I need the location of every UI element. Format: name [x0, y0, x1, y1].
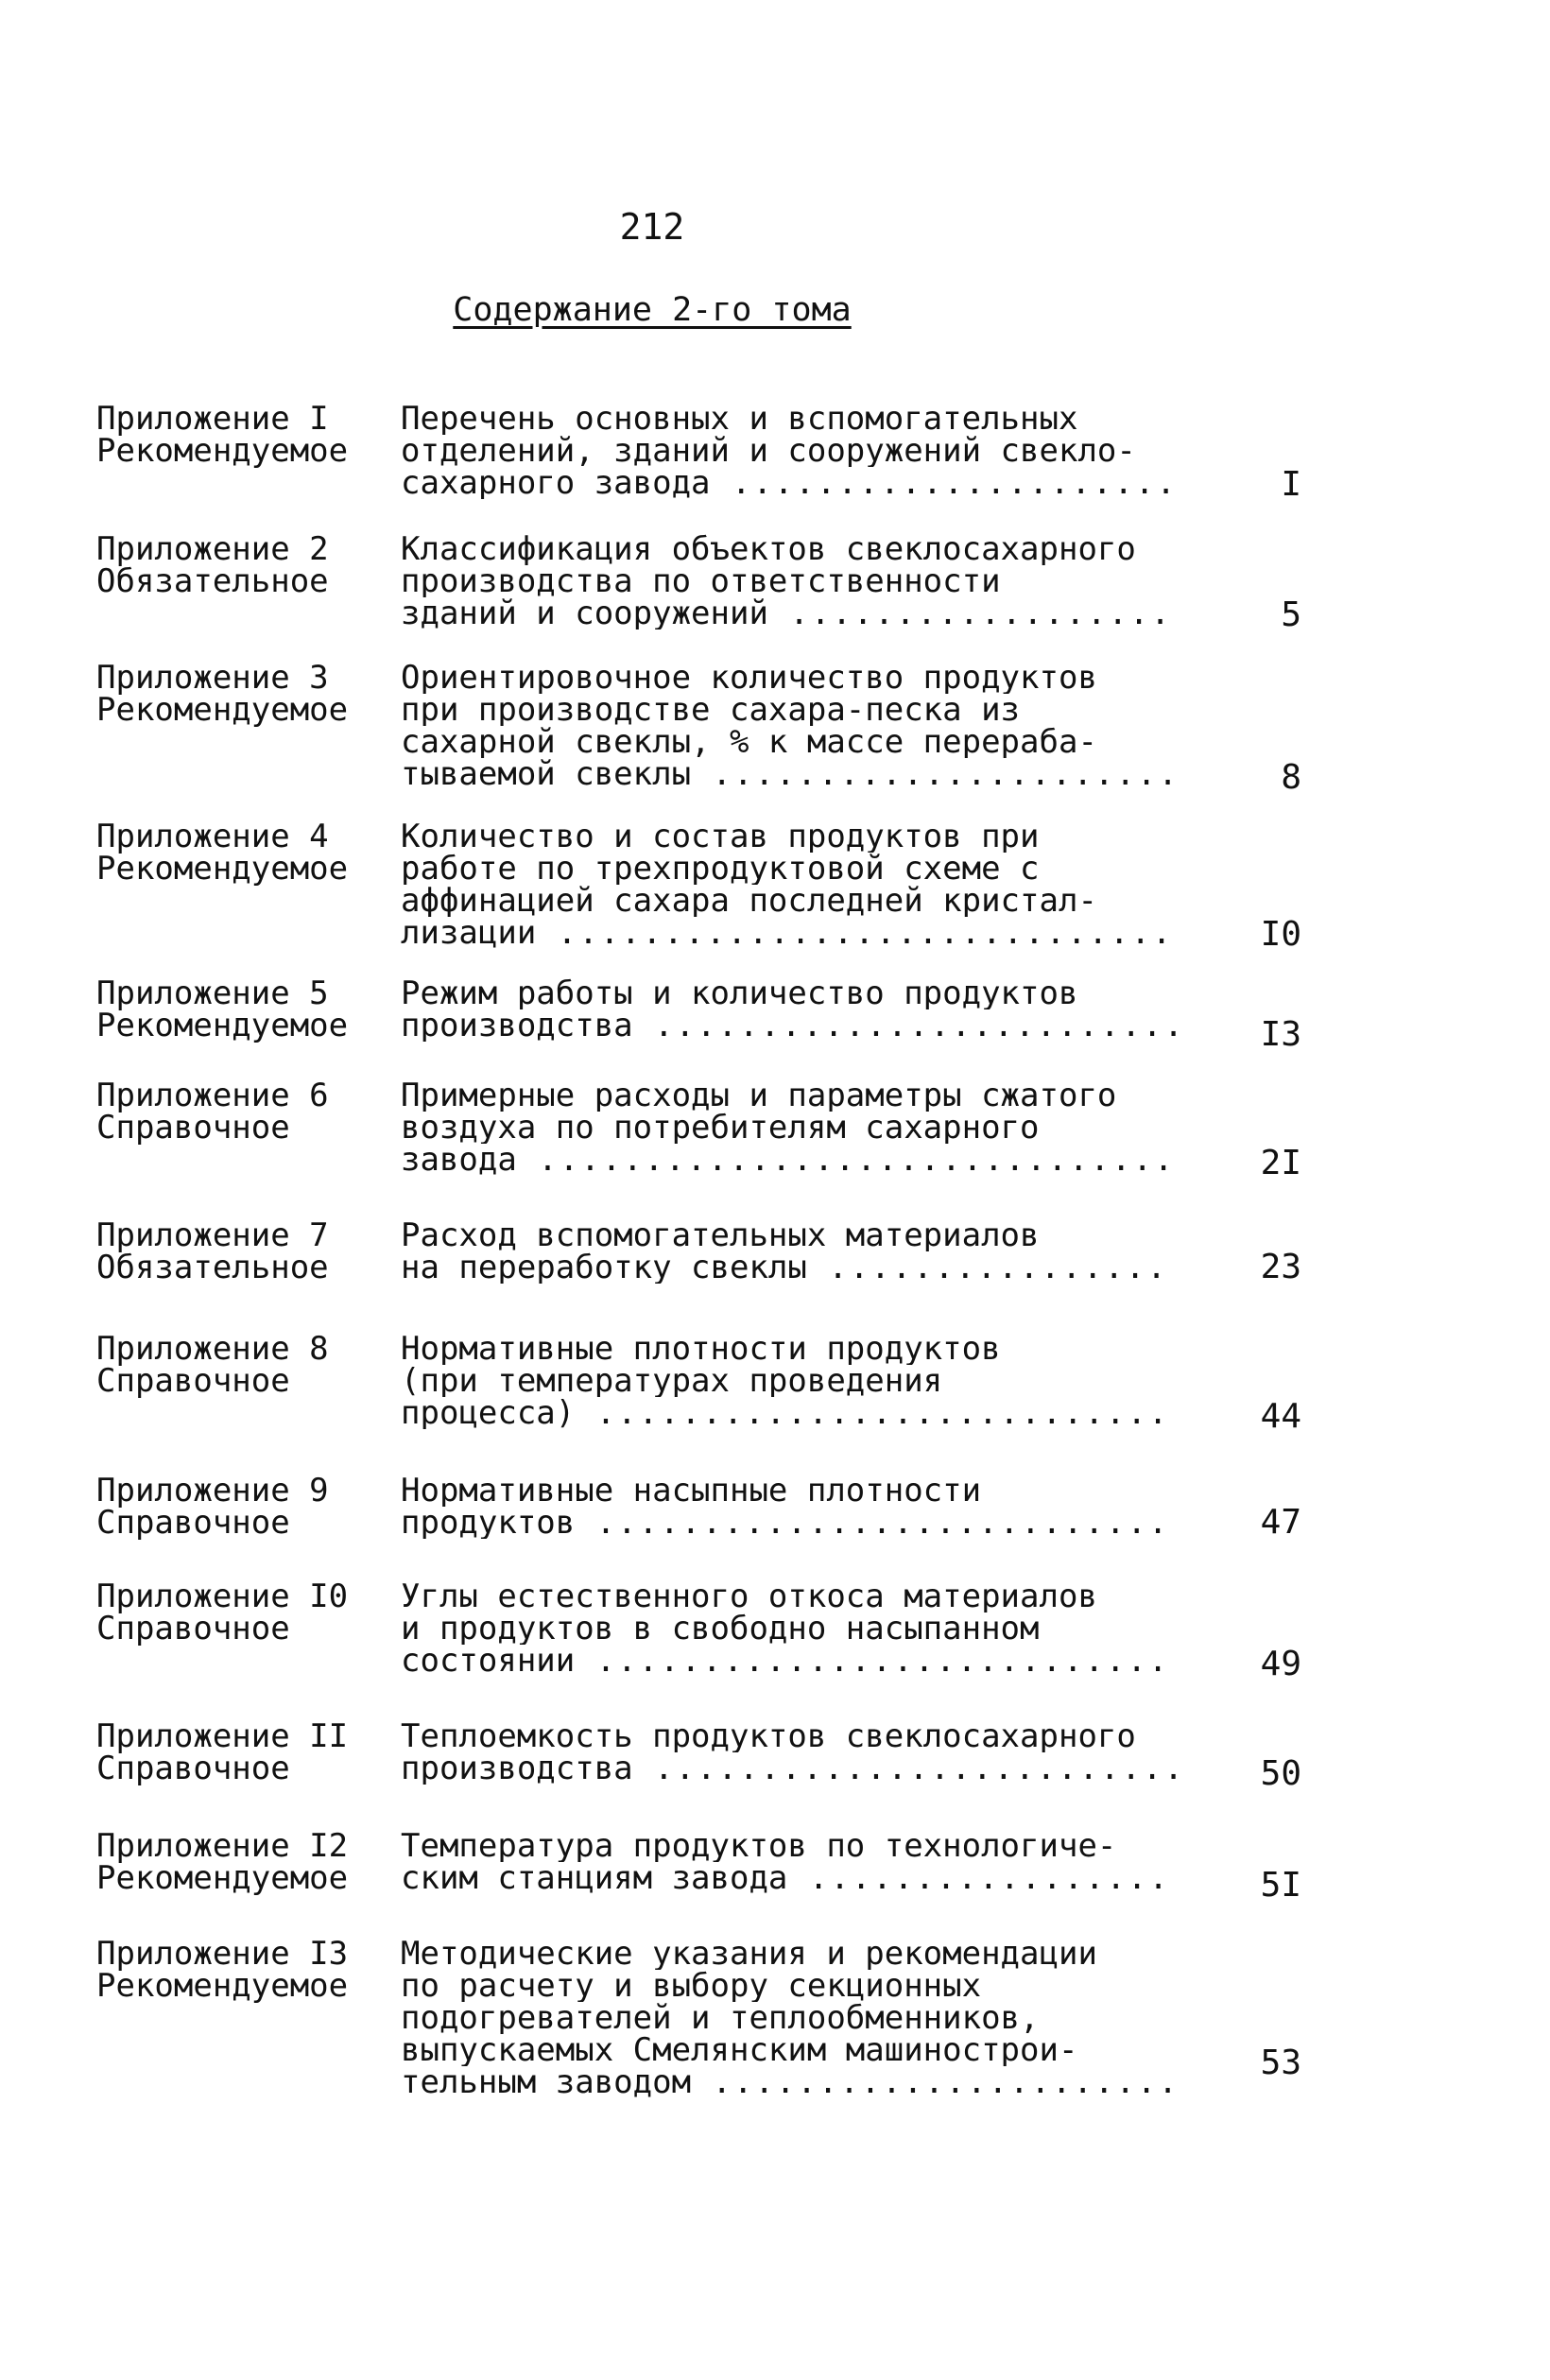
entry-page-number: I3: [1260, 1015, 1301, 1054]
appendix-number: Приложение I2: [96, 1827, 349, 1865]
toc-entry: [96, 1330, 1325, 1446]
entry-title-line: ским станциям завода .....: [401, 1862, 1176, 1894]
entry-title-line: лизации .....: [401, 917, 1176, 949]
appendix-status: Справочное: [96, 1109, 290, 1147]
entry-page-number: I0: [1260, 915, 1301, 954]
entry-title-line: Теплоемкость продуктов свеклосахарного: [401, 1720, 1136, 1752]
appendix-status: Справочное: [96, 1610, 290, 1647]
appendix-status: Обязательное: [96, 1249, 329, 1286]
entry-title-line: Классификация объектов свеклосахарного: [401, 533, 1136, 565]
appendix-status: Рекомендуемое: [96, 432, 349, 470]
entry-title-line: тываемой свеклы .....: [401, 758, 1176, 790]
appendix-number: Приложение I: [96, 400, 329, 438]
entry-title-line: зданий и сооружений .....: [401, 597, 1176, 629]
entry-page-number: 47: [1260, 1503, 1301, 1542]
entry-title-line: Нормативные плотности продуктов: [401, 1333, 1001, 1365]
toc-entry: [96, 1717, 1325, 1796]
toc-entry: [96, 1827, 1325, 1906]
appendix-number: Приложение 8: [96, 1330, 329, 1368]
entry-title-line: Расход вспомогательных материалов: [401, 1219, 1040, 1251]
appendix-status: Рекомендуемое: [96, 1859, 349, 1897]
entry-title-line: сахарной свеклы, % к массе перераба-: [401, 726, 1097, 758]
entry-title-line: подогревателей и теплообменников,: [401, 2002, 1040, 2034]
appendix-status: Справочное: [96, 1504, 290, 1542]
entry-title-line: работе по трехпродуктовой схеме с: [401, 853, 1040, 885]
entry-page-number: 5I: [1260, 1866, 1301, 1905]
entry-page-number: 8: [1281, 758, 1301, 797]
entry-title-line: (при температурах проведения: [401, 1365, 943, 1397]
entry-title-line: продуктов .....: [401, 1507, 1176, 1539]
entry-title-line: выпускаемых Смелянским машинострои-: [401, 2034, 1078, 2066]
entry-title-line: производства .....: [401, 1752, 1176, 1785]
entry-title-line: отделений, зданий и сооружений свекло-: [401, 435, 1136, 467]
entry-title-line: по расчету и выбору секционных: [401, 1970, 982, 2002]
appendix-number: Приложение I0: [96, 1578, 349, 1615]
entry-title-line: Нормативные насыпные плотности: [401, 1475, 982, 1507]
entry-title-line: Количество и состав продуктов при: [401, 820, 1040, 853]
entry-title-line: завода .....: [401, 1144, 1176, 1176]
toc-entry: [96, 1935, 1325, 2108]
entry-title-line: Перечень основных и вспомогательных: [401, 403, 1078, 435]
entry-page-number: 5: [1281, 595, 1301, 634]
toc-entry: [96, 974, 1325, 1054]
toc-entry: [96, 1580, 1325, 1694]
appendix-number: Приложение 4: [96, 818, 329, 855]
entry-title-line: и продуктов в свободно насыпанном: [401, 1613, 1040, 1645]
entry-title-line: Температура продуктов по технологиче-: [401, 1830, 1117, 1862]
appendix-status: Рекомендуемое: [96, 850, 349, 888]
entry-page-number: 49: [1260, 1645, 1301, 1683]
appendix-status: Рекомендуемое: [96, 691, 349, 729]
entry-title-line: производства .....: [401, 1009, 1176, 1042]
entry-title-line: Режим работы и количество продуктов: [401, 977, 1078, 1009]
entry-title-line: сахарного завода .....: [401, 467, 1176, 499]
appendix-number: Приложение 3: [96, 659, 329, 697]
entry-title-line: воздуха по потребителям сахарного: [401, 1112, 1040, 1144]
entry-title-line: аффинацией сахара последней кристал-: [401, 885, 1097, 917]
toc-entry: [96, 400, 1325, 516]
toc-entry: [96, 820, 1325, 962]
entry-title-line: тельным заводом .....: [401, 2066, 1176, 2098]
page-number: 212: [619, 206, 685, 248]
entry-page-number: I: [1281, 465, 1301, 504]
appendix-status: Рекомендуемое: [96, 1007, 349, 1044]
entry-title-line: Ориентировочное количество продуктов: [401, 662, 1097, 694]
entry-page-number: 2I: [1260, 1144, 1301, 1182]
appendix-status: Рекомендуемое: [96, 1967, 349, 2005]
appendix-number: Приложение I3: [96, 1935, 349, 1973]
entry-title-line: при производстве сахара-песка из: [401, 694, 1021, 726]
page-title: Содержание 2-го тома: [453, 291, 852, 329]
toc-entry: [96, 1079, 1325, 1193]
toc-entry: [96, 1216, 1325, 1295]
entry-title-line: на переработку свеклы .....: [401, 1251, 1176, 1284]
appendix-number: Приложение 9: [96, 1472, 329, 1509]
entry-page-number: 50: [1260, 1754, 1301, 1793]
entry-title-line: производства по ответственности: [401, 565, 1001, 597]
appendix-status: Справочное: [96, 1750, 290, 1787]
entry-title-line: процесса) .....: [401, 1397, 1176, 1429]
appendix-number: Приложение 5: [96, 974, 329, 1012]
appendix-number: Приложение 6: [96, 1077, 329, 1114]
toc-entry: [96, 530, 1325, 647]
toc-entry: [96, 1472, 1325, 1550]
entry-page-number: 23: [1260, 1248, 1301, 1286]
entry-title-line: состоянии .....: [401, 1645, 1176, 1677]
entry-page-number: 53: [1260, 2044, 1301, 2082]
appendix-status: Обязательное: [96, 562, 329, 600]
appendix-number: Приложение 2: [96, 530, 329, 568]
appendix-number: Приложение II: [96, 1717, 349, 1755]
appendix-status: Справочное: [96, 1362, 290, 1400]
appendix-number: Приложение 7: [96, 1216, 329, 1254]
toc-entry: [96, 659, 1325, 803]
entry-title-line: Методические указания и рекомендации: [401, 1938, 1097, 1970]
entry-title-line: Углы естественного откоса материалов: [401, 1580, 1097, 1613]
entry-title-line: Примерные расходы и параметры сжатого: [401, 1079, 1117, 1112]
entry-page-number: 44: [1260, 1397, 1301, 1436]
